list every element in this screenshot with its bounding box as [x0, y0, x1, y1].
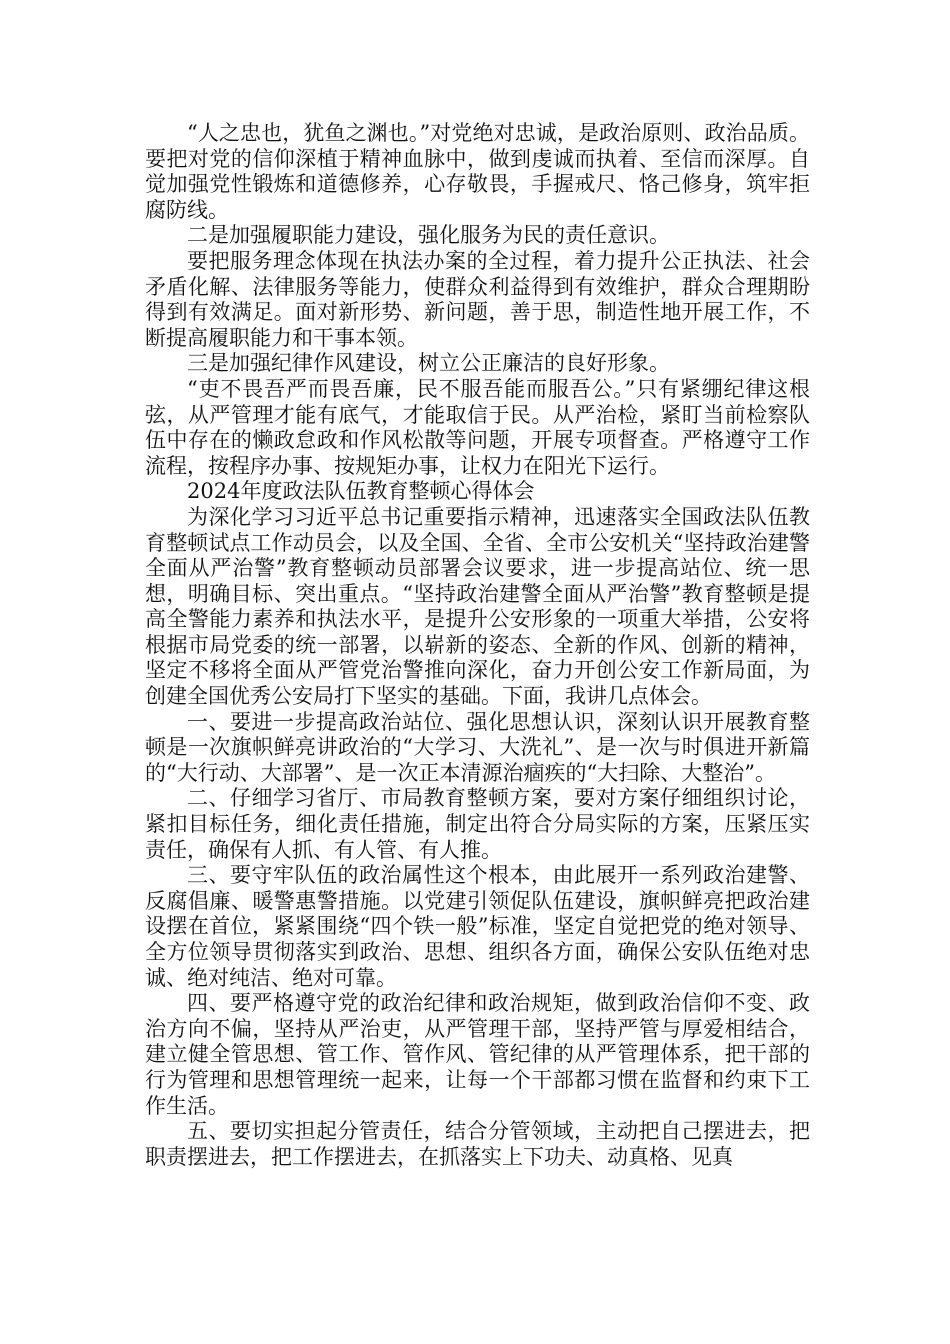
document-title: 2024年度政法队伍教育整顿心得体会 [187, 479, 535, 504]
paragraph-point-four: 四、要严格遵守党的政治纪律和政治规矩，做到政治信仰不变、政治方向不偏，坚持从严治吏，从严管理干部，坚持严管与厚爱相结合，建立健全管思想、管工作、管作风、管纪律的从严管理体系，把干部的行为管理和思想管理统一起来，让每一个干部都习惯在监督和约束下工作生活。 [145, 991, 810, 1118]
paragraph-service-concept: 要把服务理念体现在执法办案的全过程，着力提升公正执法、社会矛盾化解、法律服务等能力，使群众利益得到有效维护，群众合理期盼得到有效满足。面对新形势、新问题，善于思，制造性地开展工作，不断提高履职能力和干事本领。 [145, 248, 810, 350]
document-body [145, 121, 810, 1170]
paragraph-heading-discipline: 三是加强纪律作风建设，树立公正廉洁的良好形象。 [187, 351, 670, 376]
paragraph-point-five: 五、要切实担起分管责任，结合分管领域，主动把自己摆进去，把职责摆进去，把工作摆进去，在抓落实上下功夫、动真格、见真 [145, 1119, 810, 1169]
paragraph-point-one: 一、要进一步提高政治站位、强化思想认识，深刻认识开展教育整顿是一次旗帜鲜亮讲政治的“大学习、大洗礼”、是一次与时俱进开新篇的“大行动、大部署”、是一次正本清源治痼疾的“大扫除、大整治”。 [145, 709, 810, 785]
paragraph-heading-capability: 二是加强履职能力建设，强化服务为民的责任意识。 [187, 223, 670, 248]
paragraph-point-three: 三、要守牢队伍的政治属性这个根本，由此展开一系列政治建警、反腐倡廉、暖警惠警措施。以党建引领促队伍建设，旗帜鲜亮把政治建设摆在首位，紧紧围绕“四个铁一般”标准，坚定自觉把党的绝对领导、全方位领导贯彻落实到政治、思想、组织各方面，确保公安队伍绝对忠诚、绝对纯洁、绝对可靠。 [145, 863, 810, 990]
paragraph-discipline-quote: “吏不畏吾严而畏吾廉，民不服吾能而服吾公。”只有紧绷纪律这根弦，从严管理才能有底气，才能取信于民。从严治检，紧盯当前检察队伍中存在的懒政怠政和作风松散等问题，开展专项督查。严格遵守工作流程，按程序办事、按规矩办事，让权力在阳光下运行。 [145, 376, 810, 478]
paragraph-point-two: 二、仔细学习省厅、市局教育整顿方案，要对方案仔细组织讨论，紧扣目标任务，细化责任措施，制定出符合分局实际的方案，压紧压实责任，确保有人抓、有人管、有人推。 [145, 786, 810, 862]
paragraph-loyalty-quote: “人之忠也，犹鱼之渊也。”对党绝对忠诚，是政治原则、政治品质。要把对党的信仰深植于精神血脉中，做到虔诚而执着、至信而深厚。自觉加强党性锻炼和道德修养，心存敬畏，手握戒尺、恪己修身，筑牢拒腐防线。 [145, 121, 810, 222]
paragraph-intro: 为深化学习习近平总书记重要指示精神，迅速落实全国政法队伍教育整顿试点工作动员会，以及全国、全省、全市公安机关“坚持政治建警全面从严治警”教育整顿动员部署会议要求，进一步提高站位、统一思想，明确目标、突出重点。“坚持政治建警全面从严治警”教育整顿是提高全警能力素养和执法水平，是提升公安形象的一项重大举措，公安将根据市局党委的统一部署，以崭新的姿态、全新的作风、创新的精神，坚定不移将全面从严管党治警推向深化，奋力开创公安工作新局面，为创建全国优秀公安局打下坚实的基础。下面，我讲几点体会。 [145, 504, 810, 709]
